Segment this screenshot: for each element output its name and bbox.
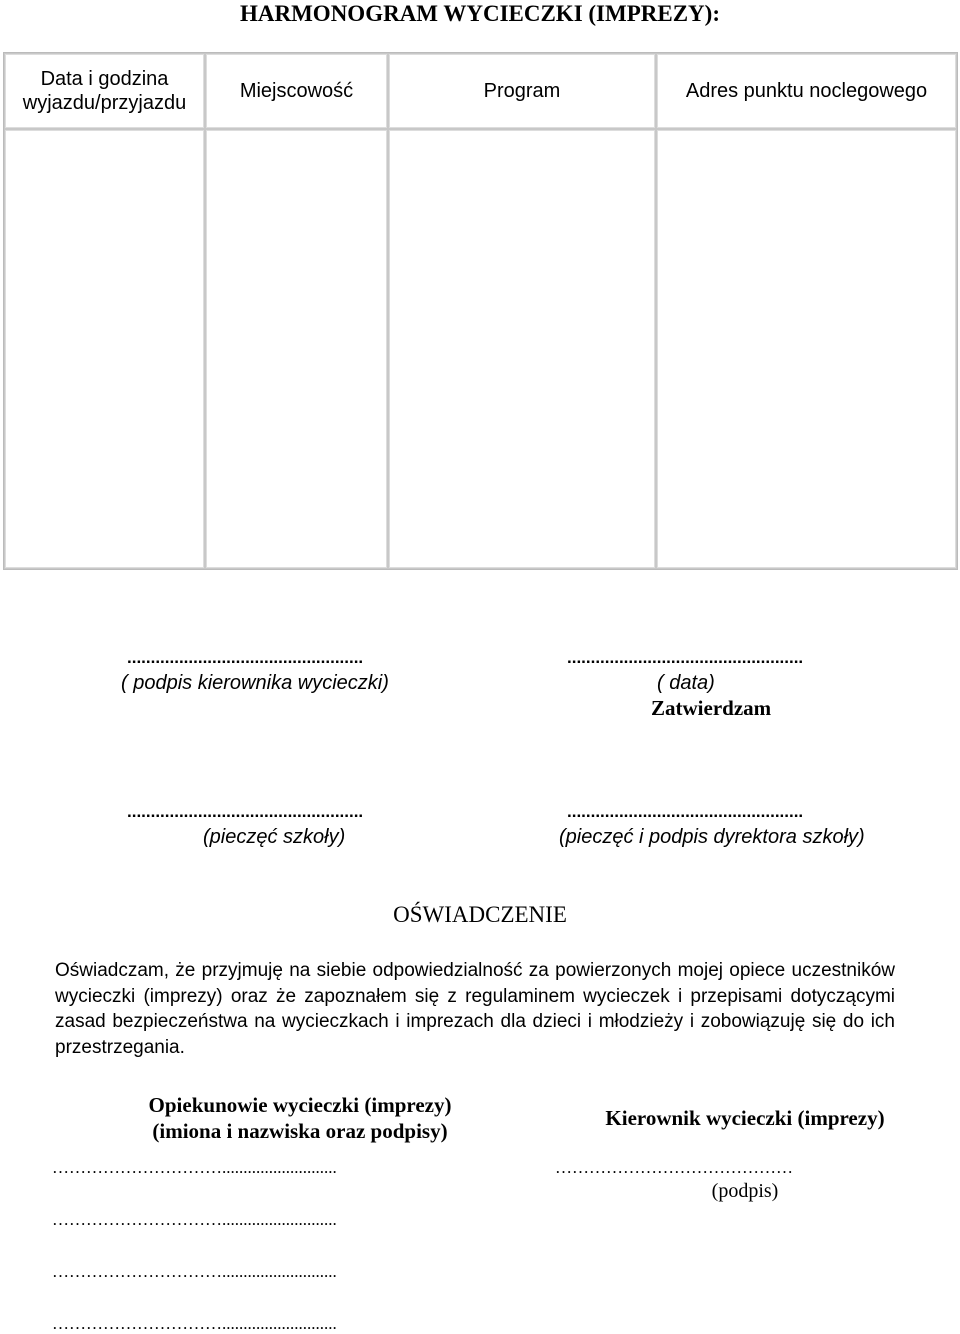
guardian-line-3: …………………………........................... [52,1262,337,1281]
document-title: HARMONOGRAM WYCIECZKI (IMPREZY): [239,1,720,26]
cell-date[interactable] [4,129,205,569]
table-header-row [4,53,957,129]
guardian-line-1: …………………………........................... [52,1158,337,1177]
guardians-heading [100,1092,500,1144]
school-stamp-line: .................................................. [127,802,364,821]
leader-signature-caption: ( podpis kierownika wycieczki) [121,672,389,694]
date-caption: ( data) [657,672,715,694]
header-address: Adres punktu noclegowego [656,53,957,129]
leader-line: …………………………………… [555,1158,793,1177]
guardians-heading-line1: Opiekunowie wycieczki (imprezy) [148,1093,452,1117]
guardians-heading-line2: (imiona i nazwiska oraz podpisy) [152,1119,448,1143]
declaration-heading: OŚWIADCZENIE [393,902,567,927]
cell-address[interactable] [656,129,957,569]
cell-town[interactable] [205,129,388,569]
header-town: Miejscowość [205,53,388,129]
approve-label: Zatwierdzam [651,696,772,720]
leader-caption: (podpis) [711,1180,779,1202]
school-stamp-caption: (pieczęć szkoły) [203,826,346,848]
director-caption: (pieczęć i podpis dyrektora szkoły) [559,826,865,848]
schedule-table [3,52,958,570]
leader-heading: Kierownik wycieczki (imprezy) [605,1106,885,1130]
header-program: Program [388,53,656,129]
table-row [4,129,957,569]
declaration-text: Oświadczam, że przyjmuję na siebie odpowiedzialność za powierzonych mojej opiece uczestników wycieczki (imprezy) oraz że zapoznałem się z regulaminem wycieczek i przepisami dotyczącymi zasad bezpieczeństwa na wycieczkach i imprezach dla dzieci i młodzieży i zobowiązuję się do ich przestrzegania. [55,960,895,1058]
guardian-line-2: …………………………........................... [52,1210,337,1229]
cell-program[interactable] [388,129,656,569]
date-line: .................................................. [567,648,804,667]
director-line: .................................................. [567,802,804,821]
leader-signature-line: .................................................. [127,648,364,667]
guardian-line-4: …………………………........................... [52,1314,337,1333]
header-date: Data i godzina wyjazdu/przyjazdu [4,53,205,129]
